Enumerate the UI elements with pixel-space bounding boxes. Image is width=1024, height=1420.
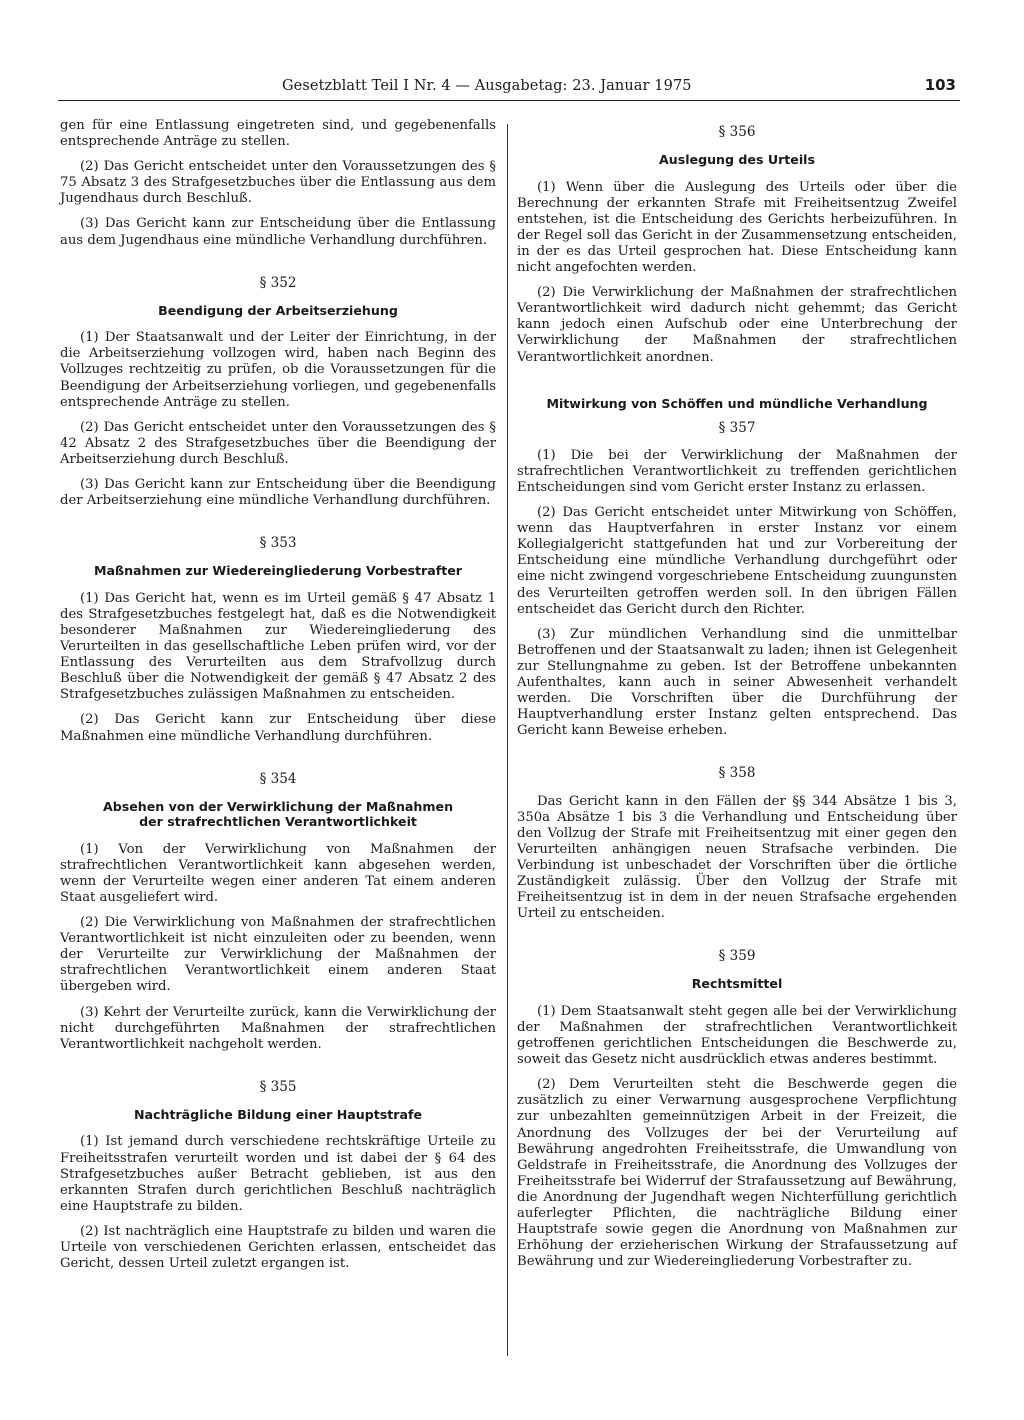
section-number: § 357 [718, 419, 756, 436]
section-title: Beendigung der Arbeitserziehung [158, 302, 398, 318]
section-title [60, 799, 496, 830]
page-header [58, 72, 960, 101]
chapter-heading: Mitwirkung von Schöffen und mündliche Verhandlung [546, 395, 928, 411]
paragraph: (2) Dem Verurteilten steht die Beschwerde gegen die zusätzlich zu einer Verwarnung ausgesprochene Verpflichtung zur unbezahlten gemeinnützigen Arbeit in der Freizeit, die Anordnung des Vollzuges der bei der Verurteilung auf Bewährung angedrohten Freiheitsstrafe, die Umwandlung von Geldstrafe in Freiheitsstrafe, die Anordnung des Vollzuges der Freiheitsstrafe bei Widerruf der Strafaussetzung auf Bewährung, die Anordnung der Jugendhaft wegen Nichterfüllung gerichtlich auferlegter Pflichten, die nachträgliche Bildung einer Hauptstrafe sowie gegen die Anordnung von Maßnahmen zur Erhöhung der erzieherischen Wirkung der Strafaussetzung auf Bewährung und zur Wiedereingliederung Vorbestrafter zu. [517, 1077, 957, 1270]
section-title-line: Absehen von der Verwirklichung der Maßnahmen [102, 798, 454, 814]
paragraph: (1) Von der Verwirklichung von Maßnahmen der strafrechtlichen Verantwortlichkeit kann abgesehen werden, wenn der Verurteilte wegen einer anderen Tat einem anderen Staat ausgeliefert wird. [60, 841, 496, 905]
paragraph: (3) Zur mündlichen Verhandlung sind die unmittelbar Betroffenen und der Staatsanwalt zu laden; ihnen ist Gelegenheit zur Stellungnahme zu geben. Ist der Betroffene unbekannten Aufenthaltes, kann auch in seiner Abwesenheit verhandelt werden. Die Vorschriften über die Durchführung der Hauptverhandlung erster Instanz gelten entsprechend. Das Gericht kann Beweise erheben. [517, 626, 957, 739]
paragraph: (3) Das Gericht kann zur Entscheidung über die Entlassung aus dem Jugendhaus eine mündliche Verhandlung durchführen. [60, 216, 496, 248]
paragraph: (2) Die Verwirklichung von Maßnahmen der strafrechtlichen Verantwortlichkeit ist nicht einzuleiten oder zu beenden, wenn der Verurteilte zur Verwirklichung der Maßnahmen der strafrechtlichen Verantwortlichkeit einem anderen Staat übergeben wird. [60, 915, 496, 995]
page-number: 103 [924, 76, 956, 94]
paragraph: (1) Ist jemand durch verschiedene rechtskräftige Urteile zu Freiheitsstrafen verurteilt worden und ist dabei der § 64 des Strafgesetzbuches außer Betracht geblieben, ist aus den erkannten Strafen durch gerichtlichen Beschluß nachträglich eine Hauptstrafe zu bilden. [60, 1134, 496, 1214]
section-number: § 358 [718, 765, 756, 782]
paragraph: Das Gericht kann in den Fällen der §§ 344 Absätze 1 bis 3, 350a Absätze 1 bis 3 die Verhandlung und Entscheidung über den Vollzug der Strafe mit Freiheitsentzug mit einer gegen den Verurteilten anhängigen neuen Strafsache verbinden. Die Verbindung ist unbeschadet der Vorschriften über die örtliche Zuständigkeit zulässig. Über den Vollzug der Strafe mit Freiheitsentzug ist in dem in der neuen Strafsache ergehenden Urteil zu entscheiden. [517, 793, 957, 922]
paragraph: gen für eine Entlassung eingetreten sind, und gegebenenfalls entsprechende Anträge zu stellen. [60, 118, 496, 150]
section-number: § 355 [259, 1078, 297, 1095]
paragraph: (2) Das Gericht entscheidet unter Mitwirkung von Schöffen, wenn das Hauptverfahren in erster Instanz vor einem Kollegialgericht stattgefunden hat und zur Vorbereitung der Entscheidung eine mündliche Verhandlung durchgeführt oder eine nicht zwingend vorgeschriebene Entscheidung zuungunsten des Verurteilten getroffen werden soll. In den übrigen Fällen entscheidet das Gericht durch den Richter. [517, 505, 957, 617]
section-number: § 356 [718, 124, 756, 140]
paragraph: (2) Ist nachträglich eine Hauptstrafe zu bilden und waren die Urteile von verschiedenen Gerichten erlassen, entscheidet das Gericht, dessen Urteil zuletzt ergangen ist. [60, 1223, 496, 1272]
paragraph: (2) Die Verwirklichung der Maßnahmen der strafrechtlichen Verantwortlichkeit wird dadurch nicht gehemmt; das Gericht kann jedoch einen Aufschub oder eine Unterbrechung der Verwirklichung der Maßnahmen der strafrechtlichen Verantwortlichkeit anordnen. [517, 285, 957, 365]
section-title-line: der strafrechtlichen Verantwortlichkeit [139, 814, 417, 830]
paragraph: (3) Das Gericht kann zur Entscheidung über die Beendigung der Arbeitserziehung eine mündliche Verhandlung durchführen. [60, 477, 496, 509]
section-number: § 354 [259, 770, 297, 787]
section-number: § 353 [259, 535, 297, 552]
section-title: Nachträgliche Bildung einer Hauptstrafe [133, 1106, 423, 1122]
paragraph: (1) Wenn über die Auslegung des Urteils oder über die Berechnung der erkannten Strafe mit Freiheitsentzug Zweifel entstehen, ist die Entscheidung des Gerichts herbeizuführen. In der Regel soll das Gericht in der Zusammensetzung entscheiden, in der es das Urteil gesprochen hat. Diese Entscheidung kann nicht angefochten werden. [517, 179, 957, 276]
section-title: Maßnahmen zur Wiedereingliederung Vorbestrafter [93, 563, 462, 579]
paragraph: (3) Kehrt der Verurteilte zurück, kann die Verwirklichung der nicht durchgeführten Maßnahmen der strafrechtlichen Verantwortlichkeit nachgeholt werden. [60, 1004, 496, 1052]
column-divider [507, 124, 508, 1356]
paragraph: (1) Der Staatsanwalt und der Leiter der Einrichtung, in der die Arbeitserziehung vollzogen wird, haben nach Beginn des Vollzuges rechtzeitig zu prüfen, ob die Voraussetzungen für die Beendigung der Arbeitserziehung vorliegen, und gegebenenfalls entsprechende Anträge zu stellen. [60, 330, 496, 410]
right-column [517, 118, 957, 1279]
paragraph: (1) Das Gericht hat, wenn es im Urteil gemäß § 47 Absatz 1 des Strafgesetzbuches festgelegt hat, daß es die Notwendigkeit besonderer Maßnahmen zur Wiedereingliederung des Verurteilten in das gesellschaftliche Leben prüfen wird, vor der Entlassung des Verurteilten aus dem Strafvollzug durch Beschluß über die Notwendigkeit der gemäß § 47 Absatz 2 des Strafgesetzbuches zulässigen Maßnahmen zu entscheiden. [60, 590, 496, 703]
paragraph: (2) Das Gericht kann zur Entscheidung über diese Maßnahmen eine mündliche Verhandlung durchführen. [60, 712, 496, 744]
paragraph: (1) Die bei der Verwirklichung der Maßnahmen der strafrechtlichen Verantwortlichkeit zu treffenden gerichtlichen Entscheidungen sind vom Gericht erster Instanz zu erlassen. [517, 447, 957, 495]
paragraph: (1) Dem Staatsanwalt steht gegen alle bei der Verwirklichung der Maßnahmen der strafrechtlichen Verantwortlichkeit getroffenen gerichtlichen Entscheidungen die Beschwerde zu, soweit das Gesetz nicht ausdrücklich etwas anderes bestimmt. [517, 1003, 957, 1068]
left-column [60, 118, 496, 1281]
section-number: § 352 [259, 274, 297, 291]
section-title: Rechtsmittel [691, 976, 783, 992]
section-title: Auslegung des Urteils [659, 152, 815, 168]
gazette-title: Gesetzblatt Teil I Nr. 4 — Ausgabetag: 23. Januar 1975 [282, 78, 692, 94]
section-number: § 359 [718, 948, 756, 965]
paragraph: (2) Das Gericht entscheidet unter den Voraussetzungen des § 75 Absatz 3 des Strafgesetzbuches über die Entlassung aus dem Jugendhaus durch Beschluß. [60, 159, 496, 207]
paragraph: (2) Das Gericht entscheidet unter den Voraussetzungen des § 42 Absatz 2 des Strafgesetzbuches über die Beendigung der Arbeitserziehung durch Beschluß. [60, 419, 496, 467]
